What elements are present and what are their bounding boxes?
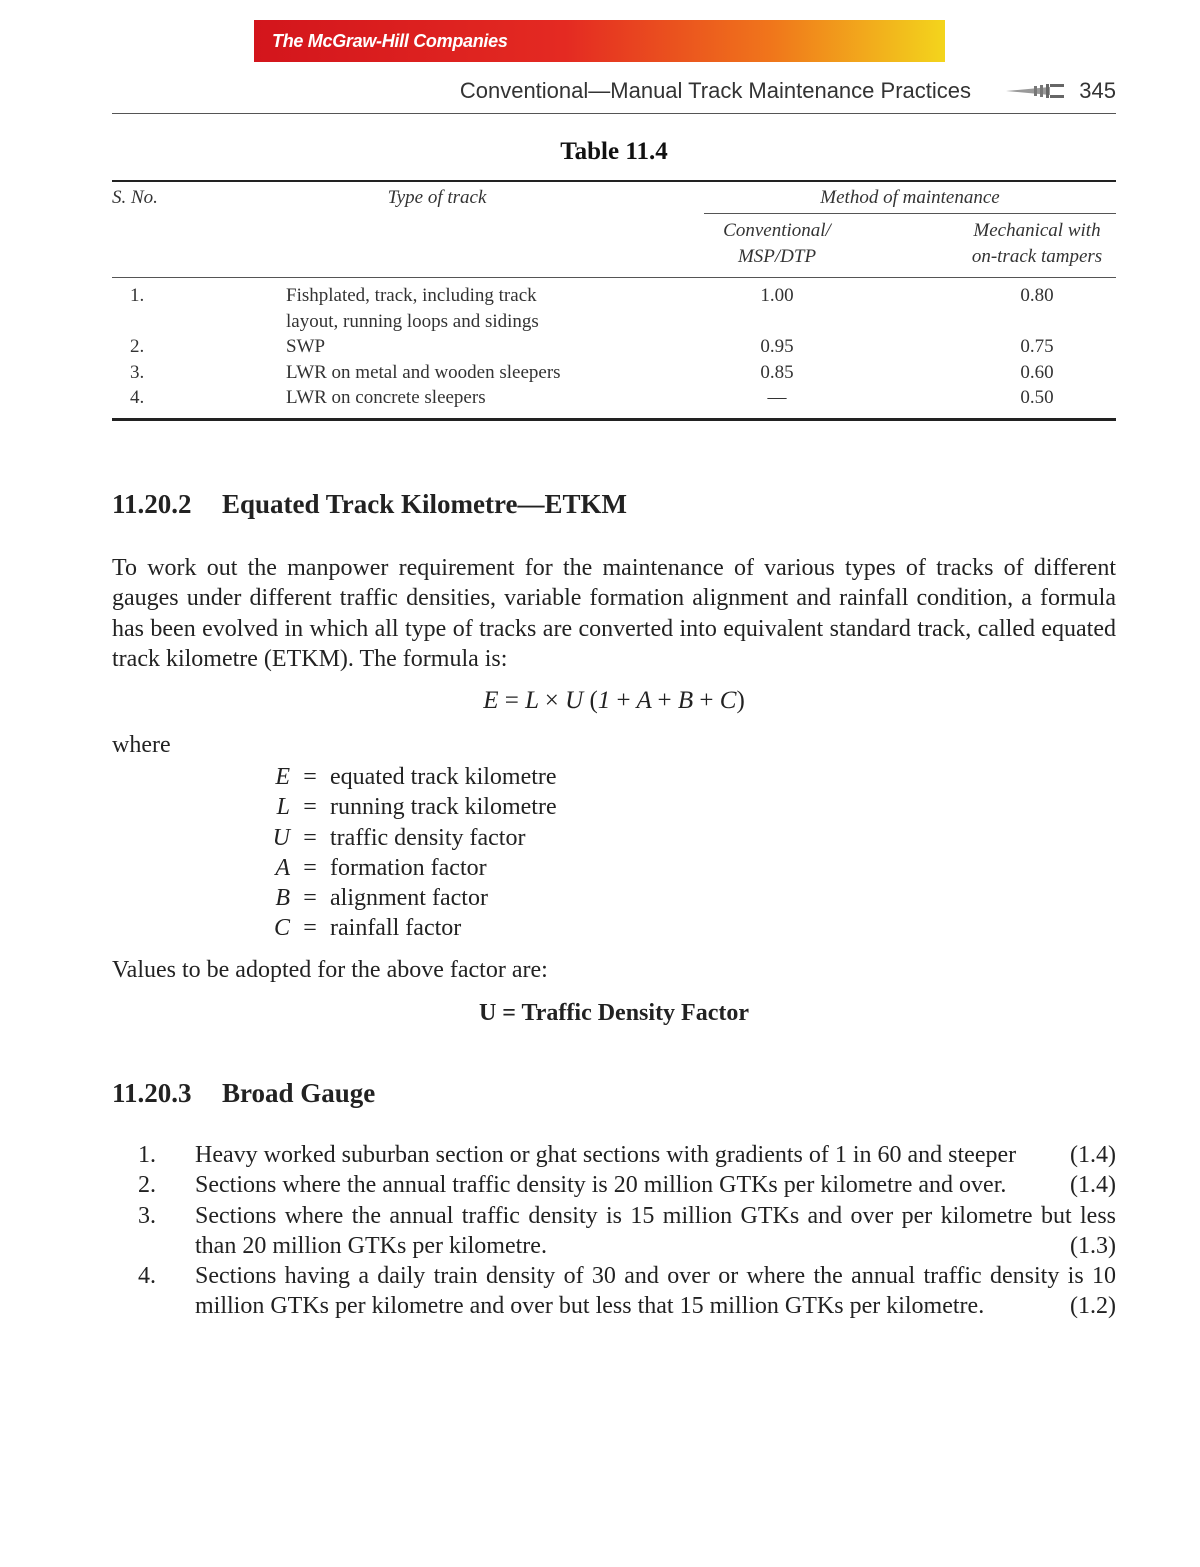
formula-e: E [483,687,499,714]
header-method-rule [704,213,1116,214]
table-caption: Table 11.4 [560,138,668,165]
values-intro: Values to be adopted for the above factor are: [112,957,548,983]
header-method: Method of maintenance [820,187,1000,208]
list-item-number: 3. [138,1202,156,1229]
row-2-mechanical: 0.75 [1020,336,1054,357]
definition-meaning: running track kilometre [330,794,557,821]
formula-l: L [525,687,539,714]
list-item-factor: (1.4) [1070,1142,1116,1168]
publisher-logo-text: The McGraw-Hill Companies [272,31,508,51]
list-item-number: 1. [138,1142,156,1168]
header-conventional-line1: Conventional/ [723,220,831,241]
definition-symbol: E [275,764,290,790]
row-1-sno: 1. [130,285,145,306]
where-label: where [112,732,171,758]
definition-symbol: U [272,824,290,851]
definition-row [260,913,557,943]
book-rule-icon [1004,84,1066,98]
row-3-conventional: 0.85 [760,362,794,383]
list-item-text: Sections where the annual traffic density is 15 million GTKs and over per kilometre but less than 20 million GTKs per kilometre. [195,1202,1116,1259]
definition-equals: = [303,764,317,790]
row-4-type: LWR on concrete sleepers [286,387,486,408]
row-4-mechanical: 0.50 [1020,387,1054,408]
section-number: 11.20.3 [112,1078,192,1108]
definition-meaning: formation factor [330,854,487,881]
definition-row [260,883,557,913]
definition-meaning: equated track kilometre [330,764,557,790]
table-bottom-rule [112,418,1116,421]
header-type-of-track: Type of track [387,187,487,208]
formula-times: × [544,687,559,714]
definition-row [260,762,557,792]
list-item-text: Sections having a daily train density of 30 and over or where the annual traffic density is 10 million GTKs per kilometre and over but less that 15 million GTKs per kilometre. [195,1263,1116,1320]
definition-equals: = [303,824,317,851]
definition-equals: = [303,854,317,881]
formula-b: B [677,687,694,714]
definition-equals: = [303,794,317,821]
formula-plus-3: + [699,687,714,714]
formula-open-paren: ( [589,687,598,714]
header-sno: S. No. [112,187,158,208]
row-3-mechanical: 0.60 [1020,362,1054,383]
list-item-factor: (1.2) [1070,1293,1116,1320]
header-mechanical-line2: on-track tampers [971,246,1103,267]
list-item [112,1261,1116,1322]
definition-meaning: traffic density factor [330,824,526,851]
section-number: 11.20.2 [112,489,192,519]
row-3-type: LWR on metal and wooden sleepers [286,362,561,383]
row-1-conventional: 1.00 [760,285,794,306]
list-item-factor: (1.4) [1070,1172,1116,1199]
row-1-type-line2: layout, running loops and sidings [286,311,539,332]
list-item [112,1201,1116,1262]
definition-equals: = [303,885,317,912]
definition-meaning: alignment factor [330,885,488,912]
definition-symbol: L [276,794,290,821]
row-3-sno: 3. [130,362,145,383]
row-4-sno: 4. [130,387,145,408]
list-item-text: Heavy worked suburban section or ghat sections with gradients of 1 in 60 and steeper [195,1142,1017,1168]
formula-a: A [636,687,652,714]
definition-symbol: A [275,854,290,881]
publisher-banner [254,20,945,62]
row-1-type-line1: Fishplated, track, including track [286,285,537,306]
definition-symbol: C [273,915,290,942]
publisher-logo [272,31,508,52]
formula-one: 1 [597,687,611,714]
list-item [112,1140,1116,1170]
header-mechanical [956,218,1118,270]
list-item-text: Sections where the annual traffic density is 20 million GTKs per kilometre and over. [195,1172,1007,1199]
row-2-sno: 2. [130,336,145,357]
definition-row [260,823,557,853]
row-1-mechanical: 0.80 [1020,285,1054,306]
formula-u: U [565,687,584,714]
header-conventional [704,218,850,270]
list-item-factor: (1.3) [1070,1232,1116,1259]
list-item-number: 2. [138,1172,156,1199]
table-top-rule [112,180,1116,182]
section-heading-broad-gauge [112,1078,375,1109]
list-item [112,1170,1116,1200]
definition-symbol: B [275,885,290,912]
maintenance-table [112,180,1116,421]
formula-equals: = [504,687,519,714]
header-rule [112,113,1116,114]
section-heading-etkm [112,489,627,520]
running-head [112,78,1116,108]
definition-equals: = [303,915,317,942]
formula-plus-1: + [616,687,631,714]
etkm-paragraph: To work out the manpower requirement for the maintenance of various types of tracks of different gauges under different traffic densities, variable formation alignment and rainfall condition, a formula has been evolved in which all type of tracks are converted into equivalent standard track, called equated track kilometre (ETKM). The formula is: [112,555,1116,672]
definition-row [260,853,557,883]
formula-c: C [719,687,737,714]
header-conventional-line2: MSP/DTP [737,246,817,267]
definition-row [260,792,557,822]
formula-close-paren: ) [736,687,745,714]
list-item-number: 4. [138,1263,156,1290]
section-title: Broad Gauge [222,1078,376,1108]
header-bottom-rule [112,277,1116,278]
variable-definitions [260,762,557,944]
traffic-density-factor-title: U = Traffic Density Factor [478,1000,750,1026]
formula-plus-2: + [657,687,672,714]
row-2-conventional: 0.95 [760,336,794,357]
header-mechanical-line1: Mechanical with [973,220,1101,241]
definition-meaning: rainfall factor [330,915,462,942]
row-1-type [286,283,539,335]
page-number: 345 [1079,78,1116,103]
section-title: Equated Track Kilometre—ETKM [222,489,627,519]
broad-gauge-list [112,1140,1116,1322]
running-head-title: Conventional—Manual Track Maintenance Practices [459,78,971,103]
row-2-type: SWP [286,336,326,357]
row-4-conventional: — [767,387,787,408]
etkm-formula [112,687,1116,715]
